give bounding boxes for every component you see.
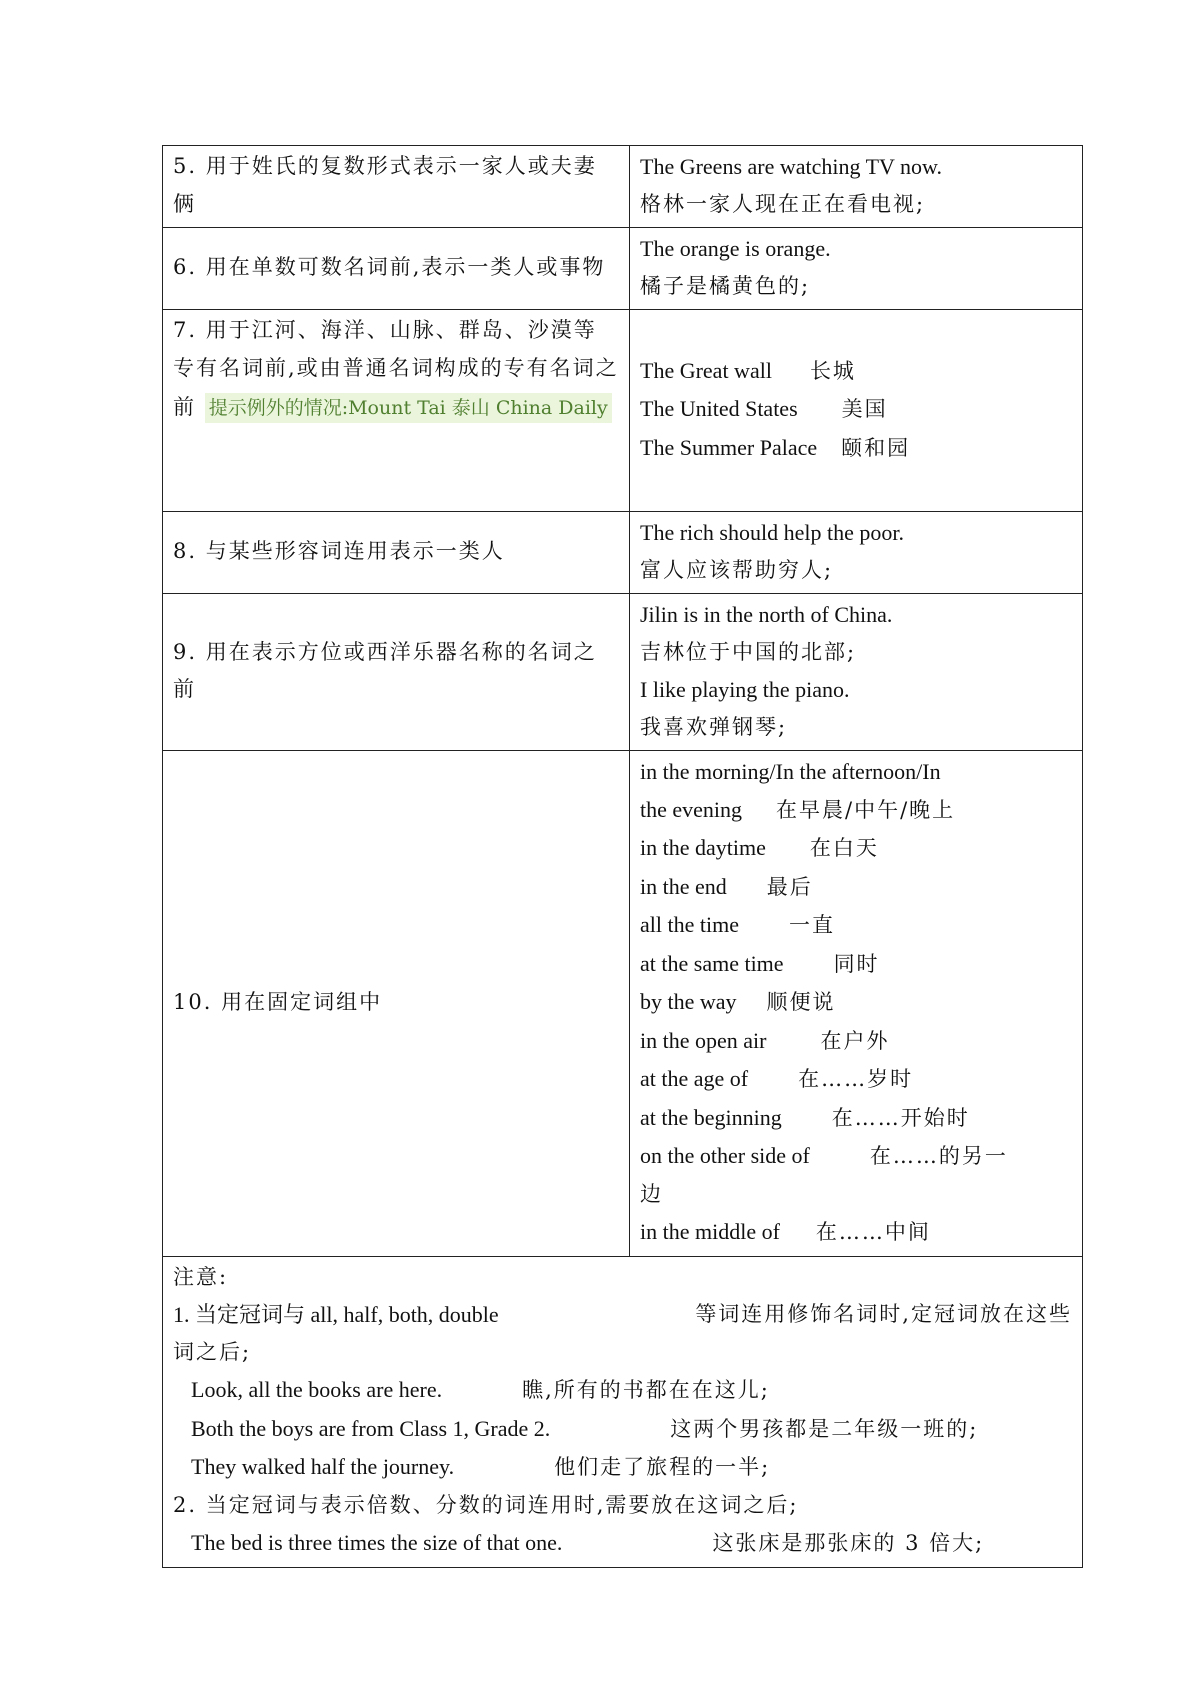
example-en: in the end <box>640 873 727 899</box>
example-line <box>640 352 1072 391</box>
note-example <box>173 1371 1072 1410</box>
example-cell <box>630 228 1083 310</box>
example-en: The rich should help the poor. <box>640 520 904 545</box>
example-zh: 同时 <box>833 951 880 976</box>
note-example <box>173 1448 1072 1487</box>
note-item-2: 2. 当定冠词与表示倍数、分数的词连用时,需要放在这词之后; <box>173 1492 799 1517</box>
example-line <box>640 906 1072 945</box>
table-row <box>163 594 1083 751</box>
example-en: in the middle of <box>640 1219 780 1244</box>
example-zh: 这两个男孩都是二年级一班的; <box>670 1416 979 1441</box>
example-zh: 格林一家人现在正在看电视; <box>640 191 926 216</box>
rule-cell <box>163 310 630 512</box>
note-text: 等词连用修饰名词时,定冠词放在这些 <box>695 1302 1072 1326</box>
example-cell <box>630 310 1083 512</box>
example-en: all the time <box>640 912 739 937</box>
example-zh: 最后 <box>766 874 813 899</box>
example-zh: 橘子是橘黄色的; <box>640 273 811 298</box>
notes-row <box>163 1256 1083 1567</box>
example-zh: 这张床是那张床的 3 倍大; <box>712 1531 985 1555</box>
example-en: Both the boys are from Class 1, Grade 2. <box>191 1415 551 1441</box>
example-en: The Great wall <box>640 357 772 383</box>
note-item-1 <box>173 1296 1072 1334</box>
article-usage-table <box>162 145 1083 1568</box>
rule-text: 8. 与某些形容词连用表示一类人 <box>173 538 505 563</box>
example-zh: 我喜欢弹钢琴; <box>640 714 788 739</box>
example-line <box>640 868 1072 907</box>
notes-heading: 注意: <box>173 1264 229 1289</box>
example-zh: 瞧,所有的书都在在这儿; <box>522 1378 770 1402</box>
example-cell <box>630 751 1083 1257</box>
rule-cell <box>163 512 630 594</box>
rule-cell <box>163 228 630 310</box>
example-en: The United States <box>640 396 798 422</box>
example-line <box>640 1213 1072 1252</box>
spacer <box>173 427 619 455</box>
example-zh: 在……中间 <box>815 1220 931 1244</box>
rule-text: 5. 用于姓氏的复数形式表示一家人或夫妻俩 <box>173 154 597 216</box>
example-zh: 在……的另一 <box>869 1144 1008 1168</box>
example-zh: 在户外 <box>820 1028 890 1053</box>
example-cell <box>630 146 1083 228</box>
example-en: in the open air <box>640 1027 767 1053</box>
example-en: at the same time <box>640 950 784 976</box>
example-line <box>640 829 1072 868</box>
table-row <box>163 751 1083 1257</box>
rule-text: 9. 用在表示方位或西洋乐器名称的名词之前 <box>173 639 597 701</box>
rule-cell <box>163 594 630 751</box>
table-row <box>163 310 1083 512</box>
example-zh: 顺便说 <box>766 990 836 1014</box>
example-zh: 在……岁时 <box>798 1067 914 1091</box>
example-zh: 在白天 <box>809 836 879 860</box>
example-zh: 富人应该帮助穷人; <box>640 557 834 582</box>
notes-cell <box>163 1256 1083 1567</box>
example-en: Jilin is in the north of China. <box>640 602 893 627</box>
example-zh: 他们走了旅程的一半; <box>554 1455 771 1479</box>
example-line <box>640 1022 1072 1061</box>
example-en: by the way <box>640 989 737 1014</box>
example-en: They walked half the journey. <box>191 1454 455 1479</box>
rule-text: 7. 用于江河、海洋、山脉、群岛、沙漠等专有名词前,或由普通名词构成的专有名词之前 <box>173 318 619 419</box>
example-zh: 颐和园 <box>841 435 911 460</box>
example-en: Look, all the books are here. <box>191 1377 443 1402</box>
example-line <box>640 945 1072 984</box>
example-line <box>640 390 1072 429</box>
example-en: The orange is orange. <box>640 236 831 261</box>
example-en: at the age of <box>640 1066 749 1091</box>
rule-cell <box>163 146 630 228</box>
rule-text: 6. 用在单数可数名词前,表示一类人或事物 <box>173 254 606 279</box>
exception-hint: 提示例外的情况:Mount Tai 泰山 China Daily <box>205 393 612 423</box>
example-zh: 美国 <box>841 397 888 422</box>
example-line <box>640 1060 1072 1099</box>
example-cell <box>630 594 1083 751</box>
example-line <box>640 429 1072 468</box>
table-row <box>163 512 1083 594</box>
table-row <box>163 146 1083 228</box>
example-en: in the daytime <box>640 835 766 860</box>
example-line <box>640 1137 1072 1176</box>
example-en: the evening <box>640 796 743 822</box>
example-zh: 吉林位于中国的北部; <box>640 639 857 664</box>
note-example <box>173 1410 1072 1449</box>
example-en: The bed is three times the size of that one. <box>191 1530 563 1555</box>
example-en: I like playing the piano. <box>640 677 850 702</box>
example-zh: 在……开始时 <box>831 1105 970 1130</box>
example-zh: 一直 <box>788 913 835 937</box>
example-zh: 长城 <box>809 358 856 383</box>
example-en: at the beginning <box>640 1104 782 1130</box>
note-example <box>173 1524 1072 1563</box>
example-zh: 在早晨/中午/晚上 <box>776 797 956 822</box>
rule-text: 10. 用在固定词组中 <box>173 989 383 1014</box>
example-en: on the other side of <box>640 1143 810 1168</box>
example-zh: 边 <box>640 1181 663 1206</box>
example-en: The Summer Palace <box>640 434 818 460</box>
example-en: in the morning/In the afternoon/In <box>640 759 941 784</box>
example-en: The Greens are watching TV now. <box>640 154 942 179</box>
example-line <box>640 1099 1072 1138</box>
table-row <box>163 228 1083 310</box>
example-cell <box>630 512 1083 594</box>
document-page <box>162 145 1072 1568</box>
note-text: 词之后; <box>173 1339 252 1364</box>
example-line <box>640 791 1072 830</box>
example-line <box>640 983 1072 1022</box>
rule-cell <box>163 751 630 1257</box>
note-text: 1. 当定冠词与 all, half, both, double <box>173 1302 499 1327</box>
